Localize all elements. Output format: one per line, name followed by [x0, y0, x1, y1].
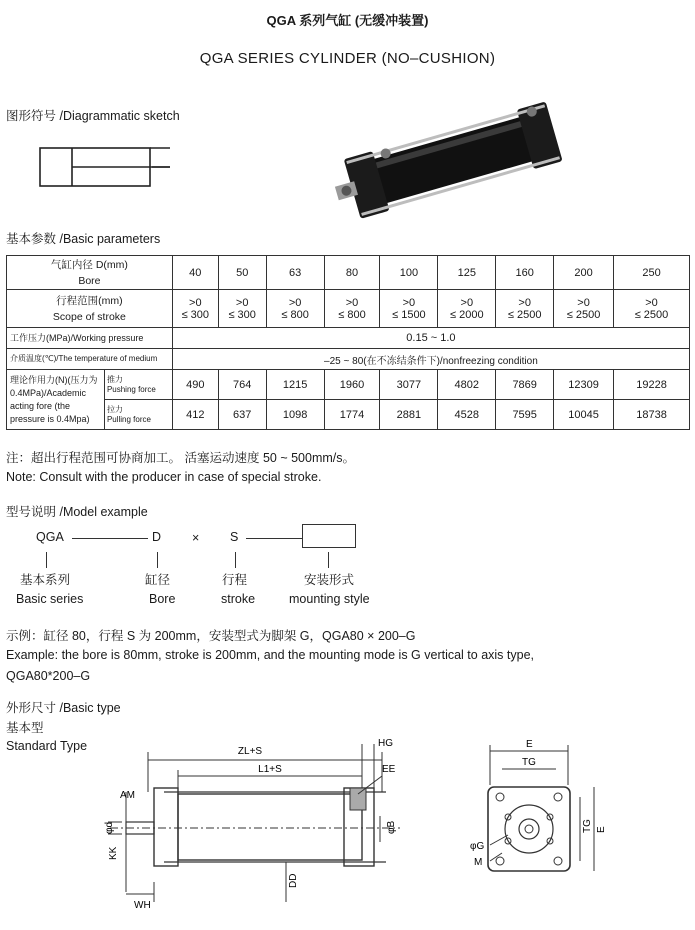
stroke-cell: >0 ≤ 300: [172, 290, 218, 328]
outline-heading-2: 基本型: [6, 721, 44, 735]
sketch-heading: 图形符号 /Diagrammatic sketch: [6, 109, 180, 123]
bore-cn: 缸径: [145, 573, 171, 587]
pull-force-row: [7, 400, 690, 430]
title-cn: QGA 系列气缸 (无缓冲装置): [266, 13, 429, 28]
stroke-row: [7, 290, 690, 328]
mount-en: mounting style: [289, 592, 370, 606]
label-phi-g: φG: [470, 841, 485, 852]
pressure-label: 工作压力(MPa)/Working pressure: [7, 328, 173, 349]
stroke-cell: >0 ≤ 800: [266, 290, 324, 328]
model-d: D: [152, 530, 162, 544]
title-en: QGA SERIES CYLINDER (NO–CUSHION): [199, 50, 496, 67]
bore-label-cn: 气缸内径 D(mm): [50, 258, 128, 271]
label-am: AM: [120, 790, 135, 801]
bore-value: 63: [266, 256, 324, 290]
bore-value: 200: [554, 256, 614, 290]
temperature-label: 介质温度(℃)/The temperature of medium: [7, 349, 173, 370]
pull-value: 7595: [496, 400, 554, 430]
bore-label-cell: [7, 256, 173, 290]
pressure-value: 0.15 ~ 1.0: [172, 328, 689, 349]
pull-label-cell: 拉力 Pulling force: [104, 400, 172, 430]
model-tick: [328, 552, 329, 568]
label-phi-b: φB: [386, 820, 397, 834]
pull-value: 10045: [554, 400, 614, 430]
example-en-1: Example: the bore is 80mm, stroke is 200mm, and the mounting mode is G vertical to axis type,: [6, 648, 535, 662]
push-value: 3077: [380, 370, 438, 400]
mount-cn: 安装形式: [304, 573, 355, 587]
temperature-row: [7, 349, 690, 370]
bore-en: Bore: [149, 592, 176, 606]
label-e-top: E: [526, 739, 533, 750]
label-hg: HG: [378, 738, 393, 749]
series-cn: 基本系列: [20, 573, 71, 587]
end-view-drawing: [450, 735, 610, 895]
model-x: ×: [192, 531, 200, 545]
stroke-cell: >0 ≤ 2500: [614, 290, 690, 328]
label-zl-s: ZL+S: [237, 746, 263, 757]
pull-value: 2881: [380, 400, 438, 430]
label-l1-s: L1+S: [258, 764, 282, 775]
stroke-cell: >0 ≤ 800: [324, 290, 380, 328]
stroke-label-en: Scope of stroke: [52, 310, 126, 323]
bore-value: 160: [496, 256, 554, 290]
model-tick: [46, 552, 47, 568]
stroke-cell: >0 ≤ 1500: [380, 290, 438, 328]
stroke-label-cell: [7, 290, 173, 328]
label-tg-top: TG: [522, 757, 536, 768]
model-heading: 型号说明 /Model example: [6, 505, 148, 519]
model-connector: [246, 538, 302, 539]
params-heading: 基本参数 /Basic parameters: [6, 232, 161, 246]
label-kk: KK: [108, 846, 119, 860]
stroke-cell: >0 ≤ 2000: [438, 290, 496, 328]
push-value: 1215: [266, 370, 324, 400]
temperature-value: –25 ~ 80(在不冻结条件下)/nonfreezing condition: [172, 349, 689, 370]
label-phi-d: φd: [104, 821, 115, 834]
note-cn: 注：超出行程范围可协商加工。 活塞运动速度 50 ~ 500mm/s。: [6, 451, 355, 465]
model-code: QGA: [36, 530, 64, 544]
stroke-cell: >0 ≤ 300: [218, 290, 266, 328]
model-tick: [157, 552, 158, 568]
push-value: 4802: [438, 370, 496, 400]
cylinder-symbol: [30, 138, 180, 198]
bore-value: 125: [438, 256, 496, 290]
force-label-cell: 理论作用力(N)(压力为 0.4MPa)/Academic acting fore (the pressure is 0.4Mpa): [7, 370, 105, 430]
stroke-en: stroke: [221, 592, 256, 606]
label-dd: DD: [288, 873, 299, 888]
pull-value: 1774: [324, 400, 380, 430]
pull-value: 412: [172, 400, 218, 430]
pull-value: 18738: [614, 400, 690, 430]
label-m: M: [474, 857, 483, 868]
label-wh: WH: [134, 900, 151, 911]
bore-value: 40: [172, 256, 218, 290]
push-value: 12309: [554, 370, 614, 400]
side-view-drawing: [100, 732, 420, 922]
push-value: 490: [172, 370, 218, 400]
stroke-label-cn: 行程范围(mm): [56, 294, 123, 307]
stroke-cell: >0 ≤ 2500: [554, 290, 614, 328]
label-e-side: E: [596, 826, 607, 833]
push-value: 7869: [496, 370, 554, 400]
stroke-cell: >0 ≤ 2500: [496, 290, 554, 328]
push-label-cell: 推力 Pushing force: [104, 370, 172, 400]
mounting-box: [302, 524, 356, 548]
pull-value: 637: [218, 400, 266, 430]
bore-row: [7, 256, 690, 290]
series-en: Basic series: [16, 592, 84, 606]
push-value: 1960: [324, 370, 380, 400]
push-value: 764: [218, 370, 266, 400]
pull-value: 1098: [266, 400, 324, 430]
bore-value: 100: [380, 256, 438, 290]
stroke-cn: 行程: [222, 573, 248, 587]
bore-value: 250: [614, 256, 690, 290]
bore-value: 50: [218, 256, 266, 290]
note-en: Note: Consult with the producer in case of special stroke.: [6, 470, 322, 484]
example-en-2: QGA80*200–G: [6, 669, 91, 683]
outline-heading-3: Standard Type: [6, 739, 88, 753]
model-tick: [235, 552, 236, 568]
push-force-row: [7, 370, 690, 400]
bore-label-en: Bore: [78, 274, 101, 287]
model-connector: [72, 538, 148, 539]
model-s: S: [230, 530, 239, 544]
params-table: [6, 255, 690, 430]
label-tg-side: TG: [582, 819, 593, 833]
bore-value: 80: [324, 256, 380, 290]
pull-value: 4528: [438, 400, 496, 430]
example-cn: 示例：缸径 80，行程 S 为 200mm，安装型式为脚架 G，QGA80 × 200–G: [6, 629, 416, 643]
outline-heading-1: 外形尺寸 /Basic type: [6, 701, 121, 715]
cylinder-photo: [330, 98, 570, 223]
push-value: 19228: [614, 370, 690, 400]
label-ee: EE: [382, 764, 396, 775]
pressure-row: [7, 328, 690, 349]
